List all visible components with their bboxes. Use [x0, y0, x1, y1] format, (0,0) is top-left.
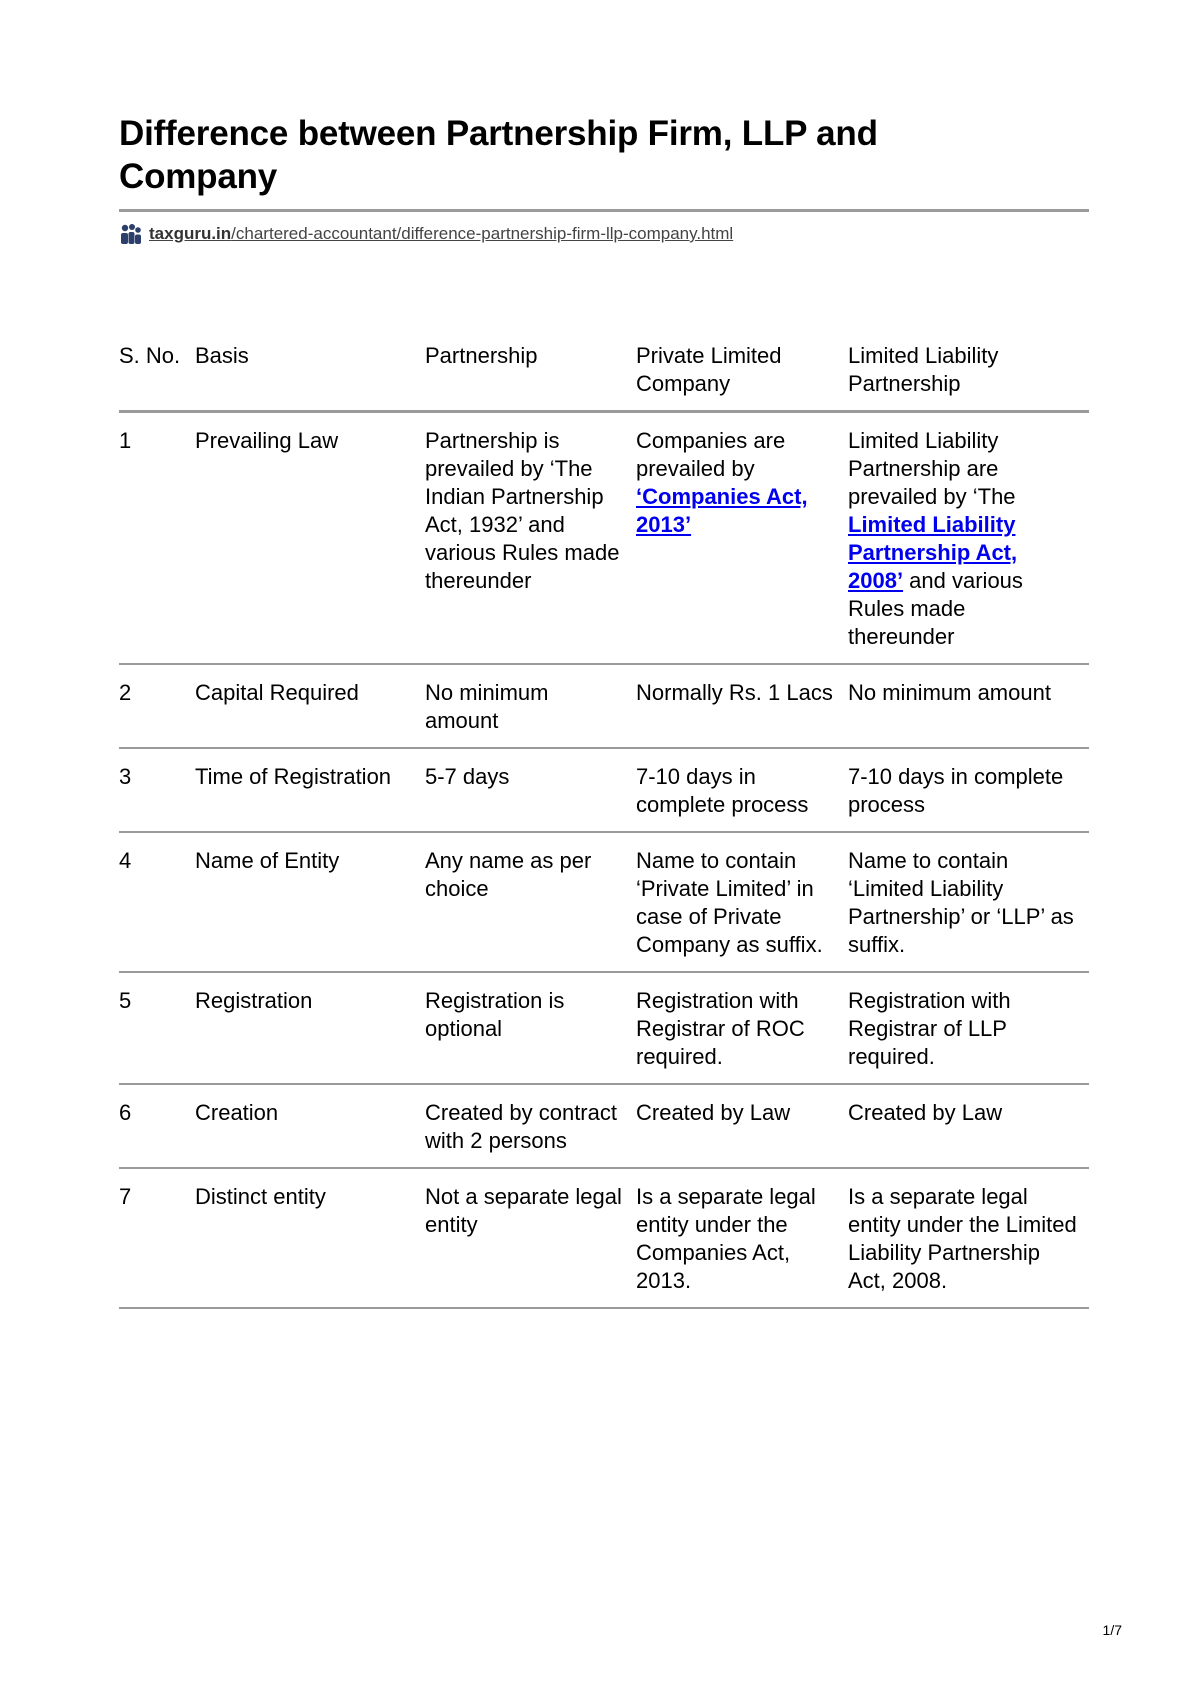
table-row	[119, 1168, 1089, 1308]
llp-act-link[interactable]: Limited Liability Partnership Act, 2008’	[848, 512, 1018, 593]
header-partnership: Partnership	[425, 342, 636, 412]
cell-llp	[848, 412, 1089, 665]
cell-basis: Creation	[195, 1084, 425, 1168]
page-number: 1/7	[1102, 1622, 1122, 1638]
cell-private-limited: Created by Law	[636, 1084, 848, 1168]
table-header	[119, 342, 1089, 412]
cell-basis: Name of Entity	[195, 832, 425, 972]
cell-private-limited: Registration with Registrar of ROC required.	[636, 972, 848, 1084]
cell-partnership: 5-7 days	[425, 748, 636, 832]
comparison-table	[119, 342, 1089, 1309]
cell-text: Companies are prevailed by	[636, 428, 786, 481]
header-llp: Limited Liability Partnership	[848, 342, 1089, 412]
table-row	[119, 972, 1089, 1084]
table-body	[119, 412, 1089, 1309]
cell-partnership: Registration is optional	[425, 972, 636, 1084]
cell-llp: Registration with Registrar of LLP required.	[848, 972, 1089, 1084]
source-link[interactable]	[149, 224, 733, 244]
cell-basis: Distinct entity	[195, 1168, 425, 1308]
cell-sno: 5	[119, 972, 195, 1084]
cell-sno: 2	[119, 664, 195, 748]
cell-basis: Registration	[195, 972, 425, 1084]
title-divider	[119, 209, 1089, 212]
cell-partnership: Partnership is prevailed by ‘The Indian Partnership Act, 1932’ and various Rules made thereunder	[425, 412, 636, 665]
table-row	[119, 1084, 1089, 1168]
header-row	[119, 342, 1089, 412]
table-row	[119, 832, 1089, 972]
cell-llp: Name to contain ‘Limited Liability Partnership’ or ‘LLP’ as suffix.	[848, 832, 1089, 972]
cell-sno: 1	[119, 412, 195, 665]
cell-private-limited: 7-10 days in complete process	[636, 748, 848, 832]
table-row	[119, 748, 1089, 832]
cell-private-limited: Normally Rs. 1 Lacs	[636, 664, 848, 748]
document-page	[119, 112, 1089, 1293]
page-title: Difference between Partnership Firm, LLP and Company	[119, 114, 878, 196]
table-row	[119, 664, 1089, 748]
cell-partnership: Not a separate legal entity	[425, 1168, 636, 1308]
header-basis: Basis	[195, 342, 425, 412]
cell-text: Limited Liability Partnership are prevailed by ‘The	[848, 428, 1016, 509]
cell-basis: Capital Required	[195, 664, 425, 748]
cell-basis: Time of Registration	[195, 748, 425, 832]
cell-partnership: Created by contract with 2 persons	[425, 1084, 636, 1168]
cell-private-limited: Name to contain ‘Private Limited’ in case of Private Company as suffix.	[636, 832, 848, 972]
source-path: /chartered-accountant/difference-partnership-firm-llp-company.html	[231, 224, 734, 243]
cell-basis: Prevailing Law	[195, 412, 425, 665]
cell-sno: 6	[119, 1084, 195, 1168]
cell-private-limited	[636, 412, 848, 665]
taxguru-logo-icon	[119, 222, 143, 246]
cell-partnership: No minimum amount	[425, 664, 636, 748]
table-row	[119, 412, 1089, 665]
cell-llp: No minimum amount	[848, 664, 1089, 748]
cell-sno: 4	[119, 832, 195, 972]
cell-sno: 3	[119, 748, 195, 832]
cell-text: and various Rules made thereunder	[848, 568, 1023, 649]
cell-sno: 7	[119, 1168, 195, 1308]
cell-private-limited: Is a separate legal entity under the Companies Act, 2013.	[636, 1168, 848, 1308]
cell-partnership: Any name as per choice	[425, 832, 636, 972]
header-sno: S. No.	[119, 342, 195, 412]
header-private-limited: Private Limited Company	[636, 342, 848, 412]
source-line	[119, 222, 1089, 246]
cell-llp: 7-10 days in complete process	[848, 748, 1089, 832]
companies-act-link[interactable]: ‘Companies Act, 2013’	[636, 484, 808, 537]
cell-llp: Is a separate legal entity under the Limited Liability Partnership Act, 2008.	[848, 1168, 1089, 1308]
cell-llp: Created by Law	[848, 1084, 1089, 1168]
source-domain: taxguru.in	[149, 224, 232, 243]
